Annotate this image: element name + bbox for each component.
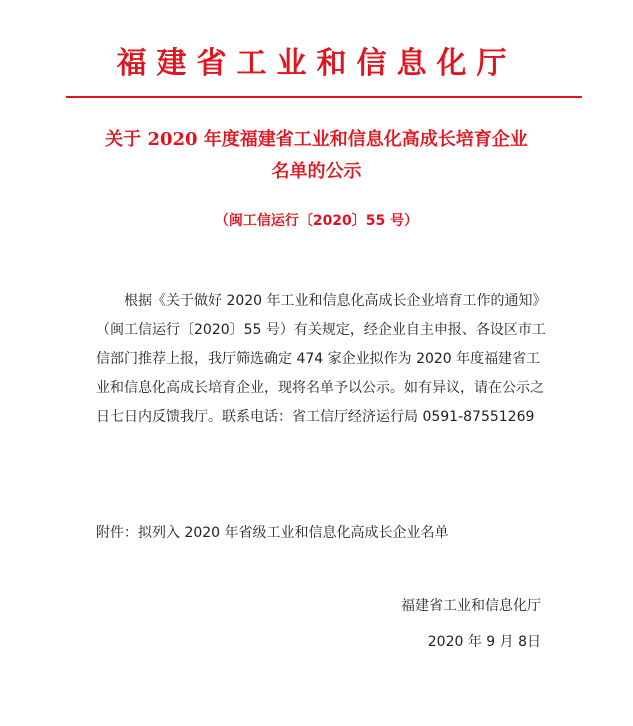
organization-header: 福建省工业和信息化厅 (116, 46, 517, 81)
title-line-2: 名单的公示 (271, 161, 362, 182)
header-divider (66, 96, 582, 98)
attachment-link[interactable]: 附件：拟列入 2020 年省级工业和信息化高成长企业名单 (96, 525, 449, 541)
signature-block (401, 588, 541, 660)
document-title (60, 124, 573, 188)
issue-date: 2020 年 9 月 8日 (427, 634, 541, 650)
document-number: （闽工信运行〔2020〕55 号） (214, 213, 419, 229)
body-paragraph: 根据《关于做好 2020 年工业和信息化高成长企业培育工作的通知》（闽工信运行〔2020〕55 号）有关规定，经企业自主申报、各设区市工信部门推荐上报，我厅筛选确定 474 家企业拟作为 2020 年度福建省工业和信息化高成长培育企业，现将名单予以公示。如有异议，请在公示之日七日内反馈我厅。联系电话：省工信厅经济运行局 0591-87551269 (96, 293, 547, 425)
issuer-name: 福建省工业和信息化厅 (401, 598, 541, 614)
title-line-1: 关于 2020 年度福建省工业和信息化高成长培育企业 (105, 129, 528, 150)
